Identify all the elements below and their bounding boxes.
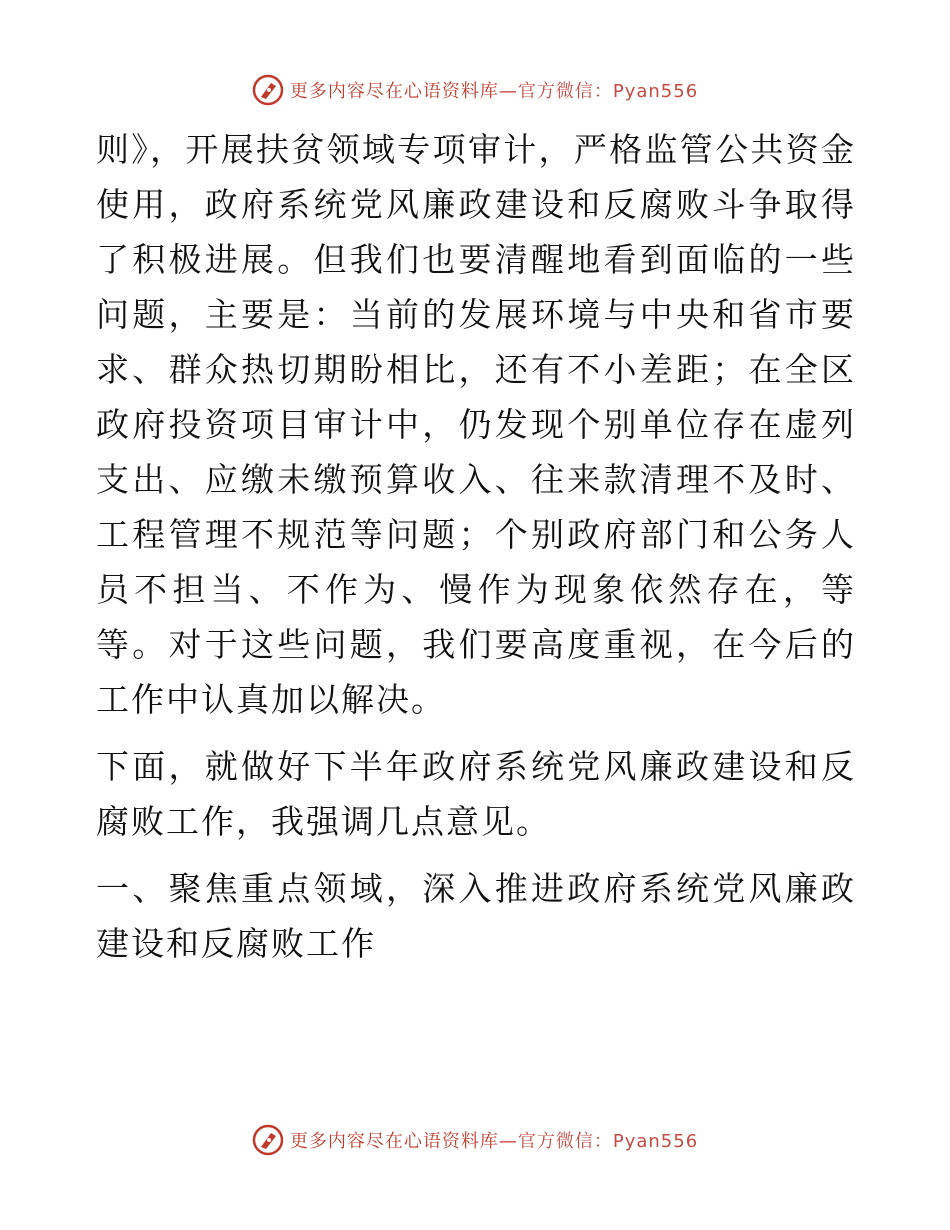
footer-watermark — [0, 1120, 950, 1160]
body-paragraph: 则》，开展扶贫领域专项审计，严格监管公共资金使用，政府系统党风廉政建设和反腐败斗争取得了积极进展。但我们也要清醒地看到面临的一些问题，主要是：当前的发展环境与中央和省市要求、群众热切期盼相比，还有不小差距；在全区政府投资项目审计中，仍发现个别单位存在虚列支出、应缴未缴预算收入、往来款清理不及时、工程管理不规范等问题；个别政府部门和公务人员不担当、不作为、慢作为现象依然存在，等等。对于这些问题，我们要高度重视，在今后的工作中认真加以解决。 — [96, 130, 856, 719]
pen-nib-logo-icon — [252, 1124, 284, 1156]
section-heading: 一、聚焦重点领域，深入推进政府系统党风廉政建设和反腐败工作 — [96, 869, 856, 963]
header-watermark — [0, 70, 950, 110]
body-paragraph: 下面，就做好下半年政府系统党风廉政建设和反腐败工作，我强调几点意见。 — [96, 747, 856, 841]
pen-nib-logo-icon — [252, 74, 284, 106]
watermark-text: 更多内容尽在心语资料库—官方微信：Pyan556 — [289, 81, 699, 102]
watermark-text: 更多内容尽在心语资料库—官方微信：Pyan556 — [289, 1131, 699, 1152]
document-body — [96, 122, 856, 971]
